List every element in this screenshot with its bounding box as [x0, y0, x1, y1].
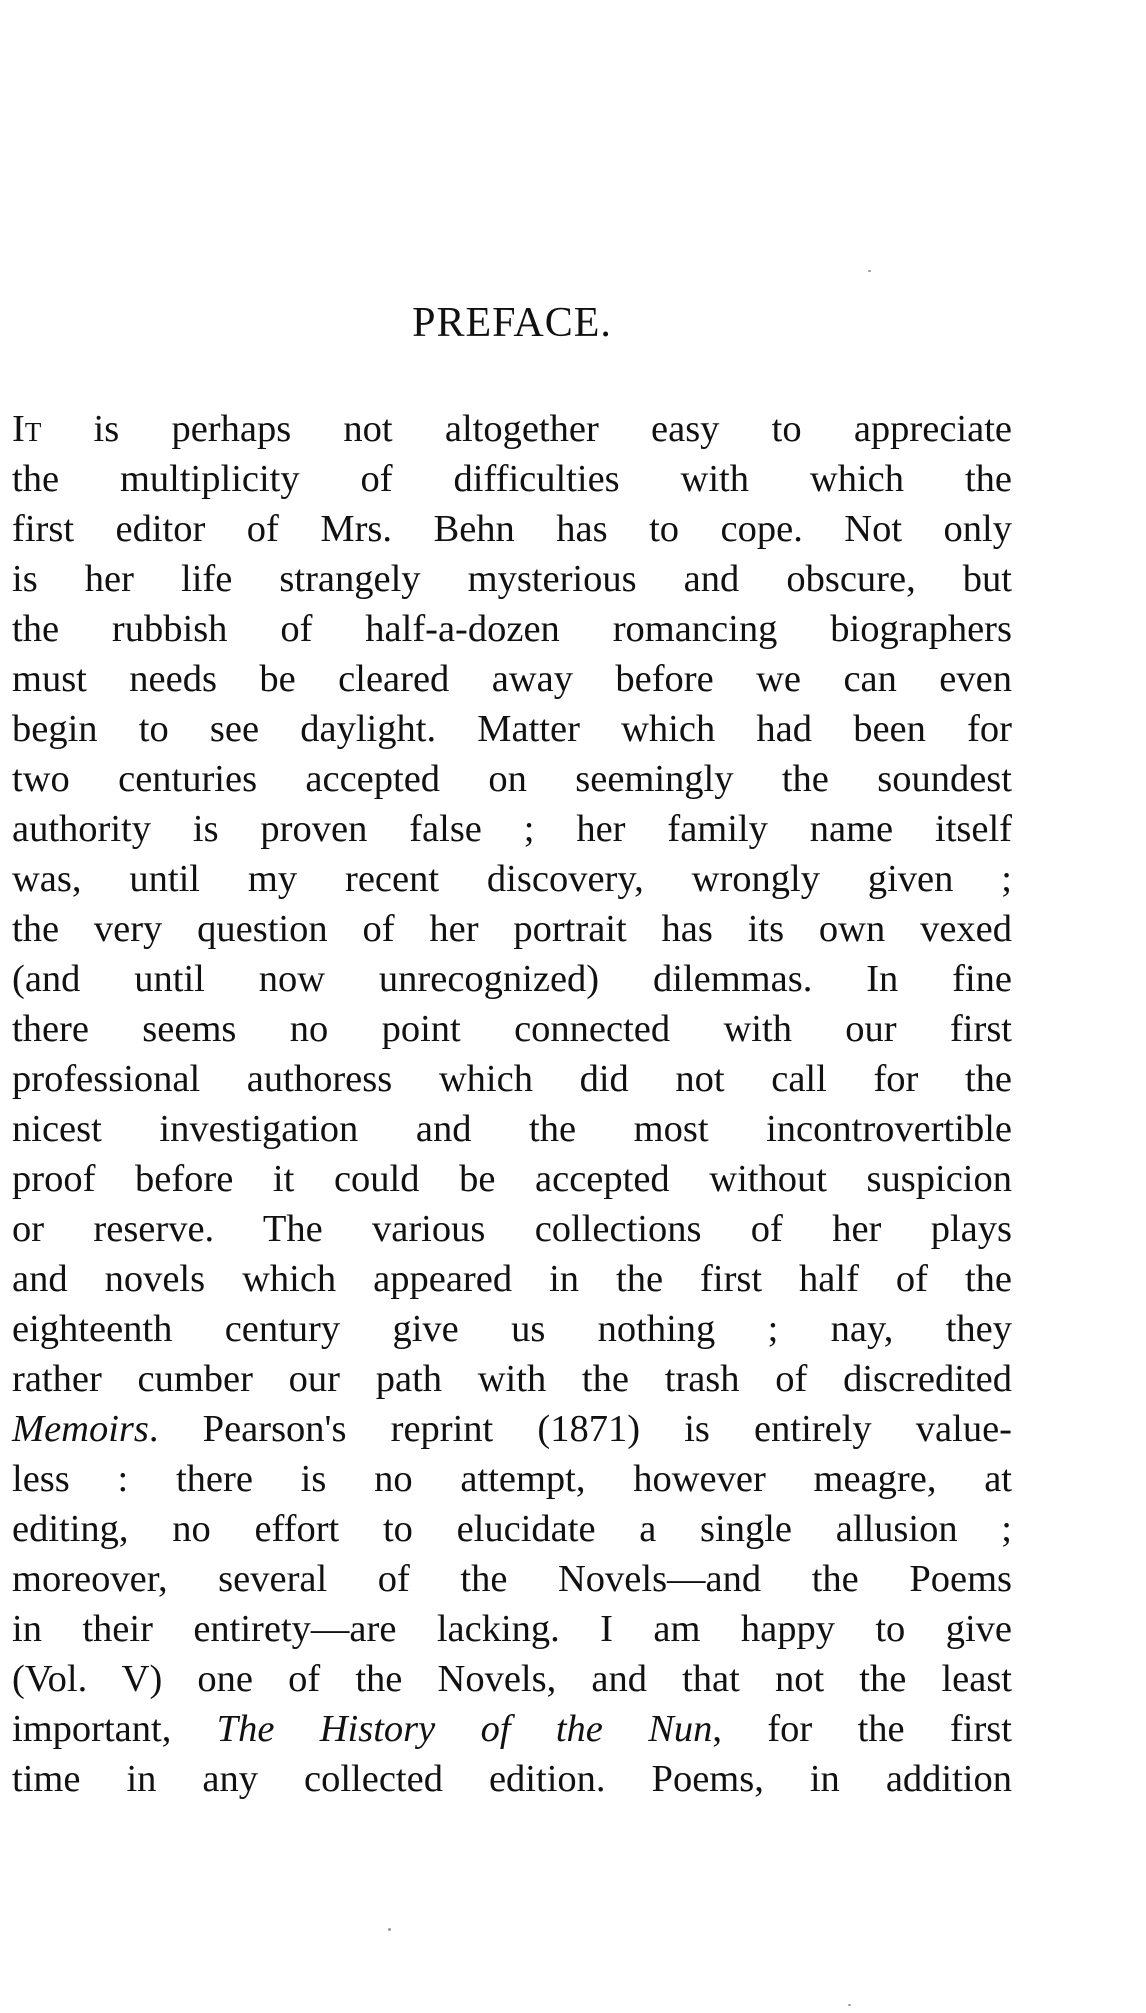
- paper-speck: [388, 1928, 391, 1931]
- text-line: eighteenth century give us nothing ; nay, they: [12, 1308, 1012, 1350]
- text-line: proof before it could be accepted without suspicion: [12, 1158, 1012, 1200]
- text-line: first editor of Mrs. Behn has to cope. Not only: [12, 508, 1012, 550]
- text-line: the rubbish of half-a-dozen romancing biographers: [12, 608, 1012, 650]
- text-line: professional authoress which did not call for the: [12, 1058, 1012, 1100]
- text-line: Memoirs. Pearson's reprint (1871) is entirely value-: [12, 1408, 1012, 1450]
- text-line: begin to see daylight. Matter which had been for: [12, 708, 1012, 750]
- text-line: rather cumber our path with the trash of discredited: [12, 1358, 1012, 1400]
- text-line: nicest investigation and the most incontrovertible: [12, 1108, 1012, 1150]
- text-line: moreover, several of the Novels—and the Poems: [12, 1558, 1012, 1600]
- text-line: less : there is no attempt, however meagre, at: [12, 1458, 1012, 1500]
- text-line: or reserve. The various collections of her plays: [12, 1208, 1012, 1250]
- italic-title-memoirs: Memoirs: [12, 1408, 149, 1450]
- text-line: there seems no point connected with our first: [12, 1008, 1012, 1050]
- text-line: It is perhaps not altogether easy to appreciate: [12, 408, 1012, 450]
- text-line: two centuries accepted on seemingly the soundest: [12, 758, 1012, 800]
- paper-speck: [868, 270, 871, 272]
- text-line: time in any collected edition. Poems, in addition: [12, 1758, 1012, 1800]
- text-line: and novels which appeared in the first half of the: [12, 1258, 1012, 1300]
- text-line: must needs be cleared away before we can even: [12, 658, 1012, 700]
- page-title: PREFACE.: [412, 300, 612, 346]
- text-line: (Vol. V) one of the Novels, and that not the least: [12, 1658, 1012, 1700]
- text-line: editing, no effort to elucidate a single allusion ;: [12, 1508, 1012, 1550]
- text-line: the multiplicity of difficulties with which the: [12, 458, 1012, 500]
- dropcap-word: It: [12, 408, 42, 450]
- text-line: authority is proven false ; her family name itself: [12, 808, 1012, 850]
- text-line: (and until now unrecognized) dilemmas. In fine: [12, 958, 1012, 1000]
- text-line: in their entirety—are lacking. I am happy to give: [12, 1608, 1012, 1650]
- text-line: is her life strangely mysterious and obscure, but: [12, 558, 1012, 600]
- text-line: the very question of her portrait has its own vexed: [12, 908, 1012, 950]
- text-line: important, The History of the Nun, for the first: [12, 1708, 1012, 1750]
- paper-speck: [848, 2004, 851, 2006]
- preface-paragraph: [12, 404, 1012, 1804]
- text-line: was, until my recent discovery, wrongly given ;: [12, 858, 1012, 900]
- italic-title-nun: The History of the Nun: [216, 1708, 713, 1750]
